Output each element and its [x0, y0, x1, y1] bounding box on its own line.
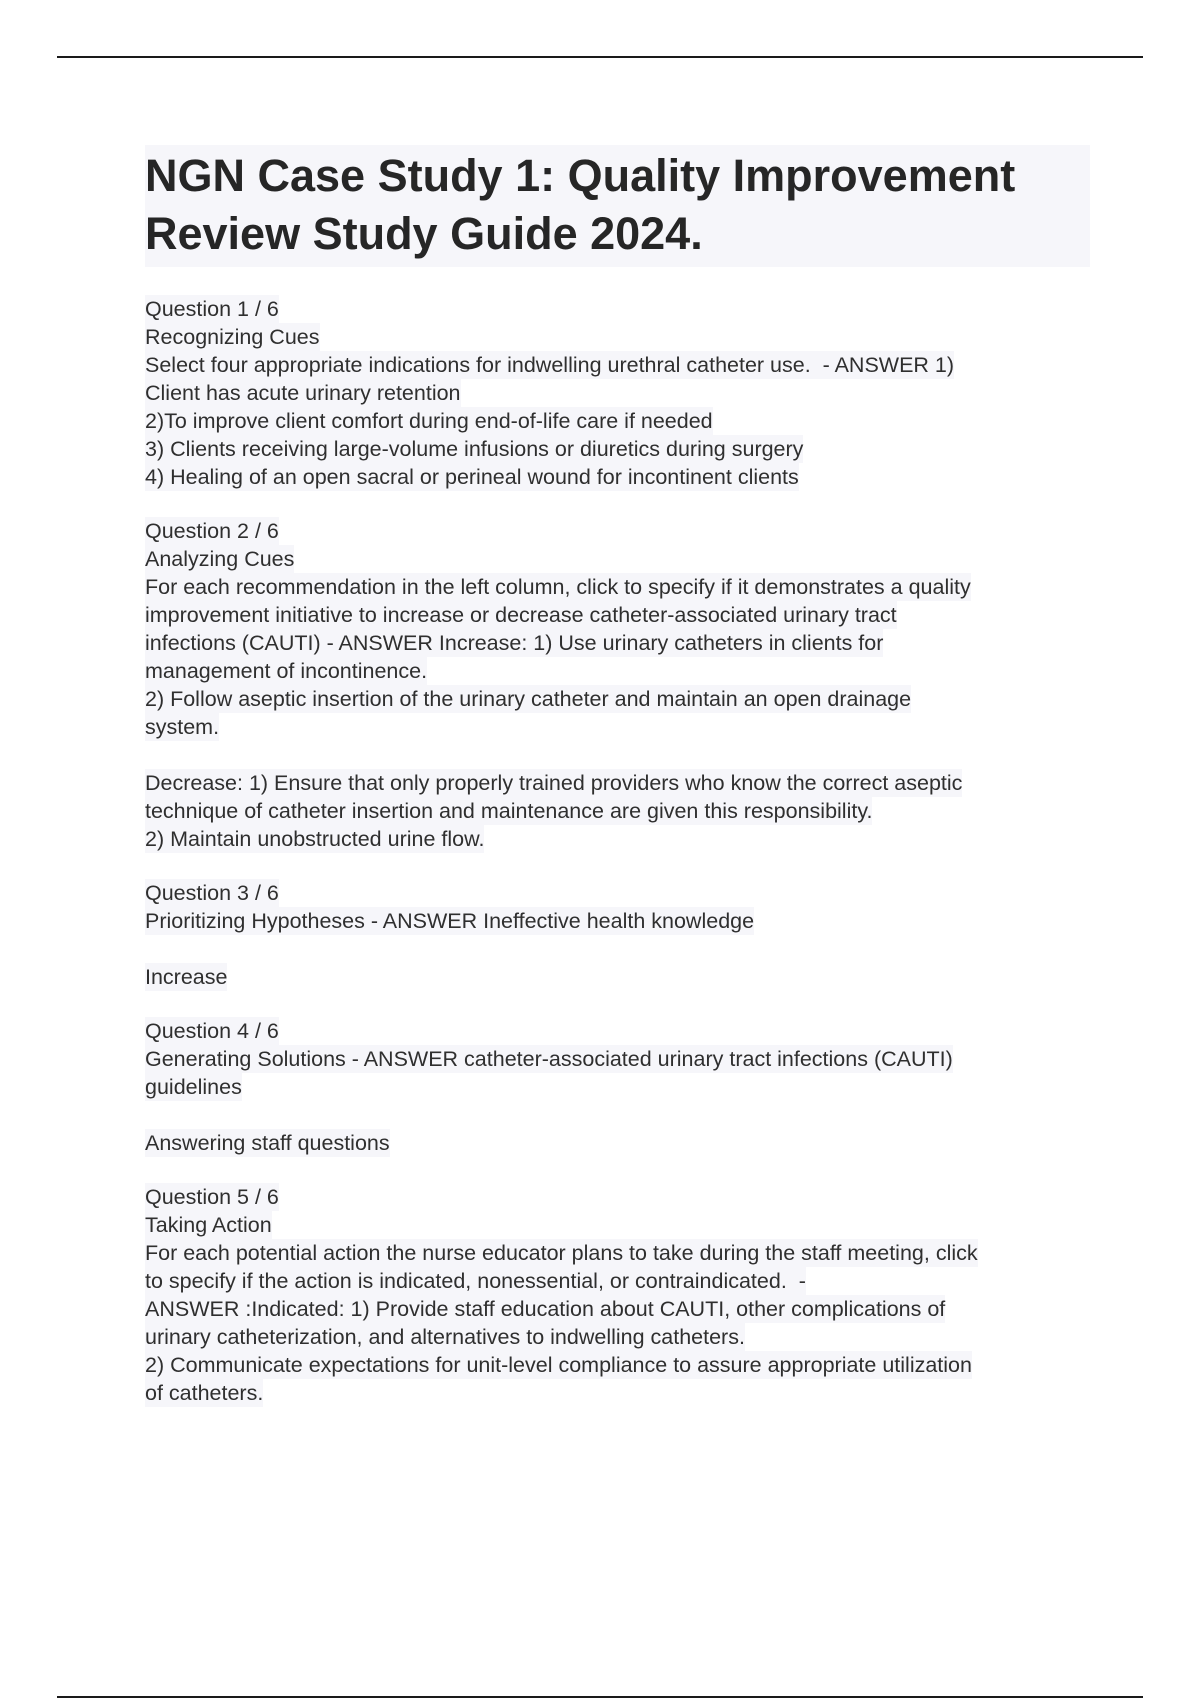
question-number: Question 3 / 6: [145, 881, 279, 905]
answer-line: For each potential action the nurse educator plans to take during the staff meeting, click: [145, 1241, 978, 1265]
answer-line: to specify if the action is indicated, nonessential, or contraindicated. -: [145, 1269, 806, 1293]
question-4: [145, 1017, 1090, 1157]
answer-line: For each recommendation in the left column, click to specify if it demonstrates a quality: [145, 575, 971, 599]
answer-line: 2) Maintain unobstructed urine flow.: [145, 827, 485, 851]
answer-line: Answering staff questions: [145, 1131, 390, 1155]
question-number: Question 4 / 6: [145, 1019, 279, 1043]
answer-line: urinary catheterization, and alternatives to indwelling catheters.: [145, 1325, 745, 1349]
bottom-rule: [57, 1696, 1143, 1698]
answer-line: 2)To improve client comfort during end-of-life care if needed: [145, 409, 713, 433]
answer-line: management of incontinence.: [145, 659, 428, 683]
answer-line: Client has acute urinary retention: [145, 381, 461, 405]
answer-line: of catheters.: [145, 1381, 264, 1405]
question-5: [145, 1183, 1090, 1407]
answer-line: Select four appropriate indications for indwelling urethral catheter use. - ANSWER 1): [145, 353, 955, 377]
answer-line: 2) Follow aseptic insertion of the urinary catheter and maintain an open drainage: [145, 687, 912, 711]
question-category: Analyzing Cues: [145, 547, 295, 571]
answer-line: guidelines: [145, 1075, 242, 1099]
question-1: [145, 295, 1090, 491]
answer-line: improvement initiative to increase or decrease catheter-associated urinary tract: [145, 603, 897, 627]
title-line-2: Review Study Guide 2024.: [145, 208, 703, 259]
title-line-1: NGN Case Study 1: Quality Improvement: [145, 150, 1016, 201]
answer-line: system.: [145, 715, 220, 739]
question-category: Taking Action: [145, 1213, 272, 1237]
answer-line: 2) Communicate expectations for unit-level compliance to assure appropriate utilization: [145, 1353, 972, 1377]
answer-line: infections (CAUTI) - ANSWER Increase: 1) Use urinary catheters in clients for: [145, 631, 884, 655]
question-number: Question 1 / 6: [145, 297, 279, 321]
document-body: [145, 145, 1090, 1433]
answer-line: Increase: [145, 965, 228, 989]
answer-line: 4) Healing of an open sacral or perineal wound for incontinent clients: [145, 465, 799, 489]
answer-line: Prioritizing Hypotheses - ANSWER Ineffective health knowledge: [145, 909, 755, 933]
question-2: [145, 517, 1090, 853]
top-rule: [57, 56, 1143, 58]
document-title: [145, 145, 1090, 267]
answer-line: Generating Solutions - ANSWER catheter-associated urinary tract infections (CAUTI): [145, 1047, 953, 1071]
answer-line: ANSWER :Indicated: 1) Provide staff education about CAUTI, other complications of: [145, 1297, 946, 1321]
answer-line: 3) Clients receiving large-volume infusions or diuretics during surgery: [145, 437, 804, 461]
question-category: Recognizing Cues: [145, 325, 320, 349]
answer-line: technique of catheter insertion and maintenance are given this responsibility.: [145, 799, 873, 823]
question-3: [145, 879, 1090, 991]
answer-line: Decrease: 1) Ensure that only properly trained providers who know the correct aseptic: [145, 771, 963, 795]
question-number: Question 5 / 6: [145, 1185, 279, 1209]
question-number: Question 2 / 6: [145, 519, 279, 543]
